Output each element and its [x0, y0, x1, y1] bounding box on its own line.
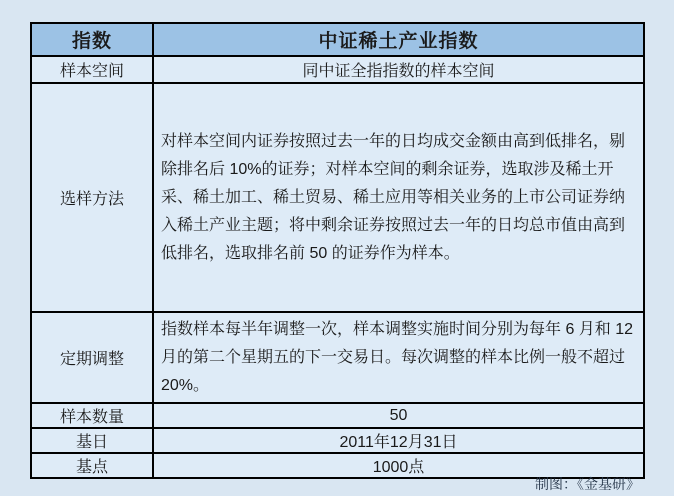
row-label-base-point: 基点: [31, 453, 153, 478]
table-row: [31, 403, 644, 428]
header-index-name: 中证稀土产业指数: [153, 23, 644, 56]
row-label-periodic-adjustment: 定期调整: [31, 312, 153, 403]
row-value-selection-method: 对样本空间内证券按照过去一年的日均成交金额由高到低排名，剔除排名后 10%的证券；对样本空间的剩余证券，选取涉及稀土开采、稀土加工、稀土贸易、稀土应用等相关业务的上市公司证券纳入稀土产业主题；将中剩余证券按照过去一年的日均总市值由高到低排名，选取排名前 50 的证券作为样本。: [153, 83, 644, 312]
table-row: [31, 312, 644, 403]
row-label-sample-space: 样本空间: [31, 56, 153, 83]
row-value-periodic-adjustment: 指数样本每半年调整一次，样本调整实施时间分别为每年 6 月和 12 月的第二个星期五的下一交易日。每次调整的样本比例一般不超过 20%。: [153, 312, 644, 403]
table-row: [31, 83, 644, 312]
table-header-row: [31, 23, 644, 56]
credit-text: 制图：《金基研》: [535, 476, 640, 492]
row-value-base-point: 1000点: [153, 453, 644, 478]
row-value-sample-space: 同中证全指指数的样本空间: [153, 56, 644, 83]
table-row: [31, 56, 644, 83]
row-label-base-date: 基日: [31, 428, 153, 453]
table-row: [31, 428, 644, 453]
row-label-selection-method: 选样方法: [31, 83, 153, 312]
row-label-sample-count: 样本数量: [31, 403, 153, 428]
row-value-base-date: 2011年12月31日: [153, 428, 644, 453]
row-value-sample-count: 50: [153, 403, 644, 428]
index-info-table: [30, 22, 645, 479]
header-label-col: 指数: [31, 23, 153, 56]
